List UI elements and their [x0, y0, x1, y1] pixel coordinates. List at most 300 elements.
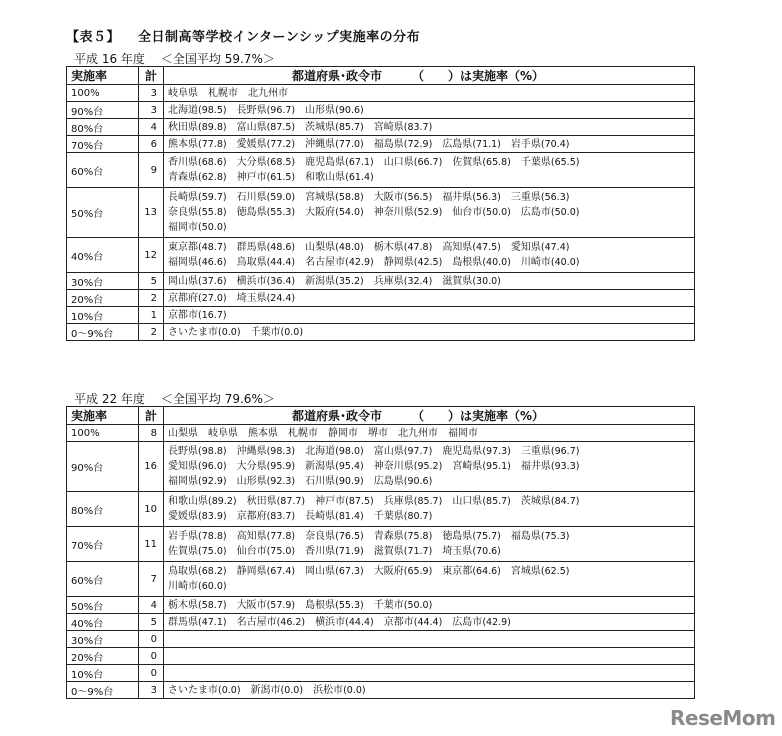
prefecture-rate: (50.0) [550, 207, 580, 218]
prefecture-list-cell [164, 102, 695, 119]
prefecture-rate: (55.3) [335, 599, 364, 611]
prefecture-line [168, 137, 690, 152]
prefecture-name: 岐阜県 [168, 87, 198, 99]
prefecture-rate: (64.6) [472, 566, 501, 577]
prefecture-rate: (0.0) [218, 326, 241, 338]
prefecture-name: 三重県 [520, 446, 551, 457]
prefecture-name: 茨城県 [520, 496, 551, 507]
prefecture-name: 長野県 [236, 104, 267, 116]
prefecture-entry [442, 190, 501, 205]
prefecture-name: 札幌市 [288, 427, 318, 439]
prefecture-rate: (96.7) [550, 446, 580, 457]
count-cell: 4 [139, 597, 164, 614]
prefecture-line [168, 444, 690, 459]
prefecture-name: 岐阜県 [208, 427, 238, 439]
prefecture-entry [237, 255, 296, 270]
rate-cell: 80%台 [67, 119, 139, 136]
prefecture-name: 千葉県 [373, 511, 404, 522]
prefecture-entry [313, 683, 366, 698]
prefecture-rate: (42.9) [345, 257, 374, 268]
prefecture-line [168, 459, 690, 474]
prefecture-entry [168, 325, 241, 340]
prefecture-rate: (56.3) [540, 192, 570, 203]
prefecture-name: 福岡県 [168, 476, 198, 487]
prefecture-entry [305, 120, 364, 135]
prefecture-entry [168, 190, 227, 205]
prefecture-rate: (98.5) [198, 104, 227, 116]
prefecture-line [168, 426, 690, 441]
prefecture-name: 千葉市 [373, 599, 404, 611]
prefecture-name: 福岡市 [448, 427, 478, 439]
prefecture-entry [374, 459, 443, 474]
prefecture-line [168, 509, 690, 524]
count-cell: 0 [139, 648, 164, 665]
prefecture-rate: (68.2) [198, 566, 227, 577]
prefecture-name: さいたま市 [168, 684, 218, 696]
prefecture-name: 福岡県 [168, 257, 198, 268]
prefecture-name: 静岡市 [328, 427, 358, 439]
prefecture-entry [237, 615, 306, 630]
prefecture-line [168, 579, 690, 594]
prefecture-rate: (60.0) [198, 581, 227, 592]
table-row [67, 273, 695, 290]
prefecture-entry [305, 274, 364, 289]
prefecture-entry [374, 598, 433, 613]
prefecture-rate: (70.6) [472, 546, 501, 557]
prefecture-rate: (77.2) [266, 138, 296, 150]
prefecture-name: 山梨県 [305, 242, 336, 253]
prefecture-name: 静岡県 [236, 566, 267, 577]
count-cell: 2 [139, 290, 164, 307]
count-cell: 10 [139, 492, 164, 527]
page-title [66, 26, 420, 45]
rate-cell: 20%台 [67, 290, 139, 307]
rate-cell: 10%台 [67, 307, 139, 324]
table-body [67, 85, 695, 341]
prefecture-rate: (52.9) [413, 207, 443, 218]
table-row [67, 425, 695, 442]
prefecture-name: 秋田県 [168, 121, 198, 133]
prefecture-rate: (90.9) [335, 476, 364, 487]
prefecture-rate: (36.4) [266, 275, 296, 287]
prefecture-name: 秋田県 [246, 496, 277, 507]
prefecture-entry [168, 220, 227, 235]
prefecture-entry [168, 529, 227, 544]
prefecture-line [168, 474, 690, 489]
prefecture-rate: (44.4) [266, 257, 296, 268]
prefecture-name: 沖縄県 [236, 446, 267, 457]
prefecture-line [168, 205, 690, 220]
prefecture-name: 福井県 [442, 192, 473, 203]
table-row [67, 442, 695, 492]
rate-cell: 70%台 [67, 136, 139, 153]
table-row [67, 665, 695, 682]
prefecture-name: 石川県 [305, 476, 336, 487]
prefecture-entry [168, 564, 227, 579]
prefecture-name: 名古屋市 [236, 616, 277, 628]
prefecture-name: 福島県 [373, 138, 404, 150]
prefecture-rate: (85.7) [335, 121, 364, 133]
prefecture-rate: (0.0) [218, 684, 241, 696]
prefecture-entry [168, 120, 227, 135]
prefecture-list-cell [164, 682, 695, 699]
prefecture-name: 大阪府 [373, 566, 404, 577]
prefecture-name: 大分県 [236, 461, 267, 472]
prefecture-list-cell [164, 492, 695, 527]
table-row [67, 682, 695, 699]
prefecture-rate: (80.7) [403, 511, 433, 522]
rate-cell: 0～9%台 [67, 324, 139, 341]
table1-caption [74, 50, 275, 67]
prefecture-entry [168, 155, 227, 170]
prefecture-entry [168, 474, 227, 489]
prefecture-entry [452, 155, 511, 170]
prefecture-list-cell [164, 597, 695, 614]
prefecture-name: 宮崎県 [373, 121, 404, 133]
prefecture-entry [521, 155, 580, 170]
prefecture-rate: (48.0) [335, 242, 364, 253]
prefecture-entry [237, 459, 296, 474]
rate-cell: 50%台 [67, 597, 139, 614]
prefecture-name: 岩手県 [510, 138, 541, 150]
prefecture-rate: (81.4) [335, 511, 364, 522]
prefecture-line [168, 564, 690, 579]
prefecture-rate: (83.9) [198, 511, 227, 522]
prefecture-name: 福島県 [510, 531, 541, 542]
count-cell: 0 [139, 665, 164, 682]
prefecture-rate: (89.8) [198, 121, 227, 133]
rate-cell: 10%台 [67, 665, 139, 682]
prefecture-name: 札幌市 [208, 87, 238, 99]
prefecture-line [168, 190, 690, 205]
header-prefectures: 都道府県･政令市 （ ）は実施率（%） [164, 407, 695, 425]
prefecture-entry [168, 86, 198, 101]
prefecture-name: 愛知県 [168, 461, 198, 472]
prefecture-name: 長野県 [168, 446, 198, 457]
prefecture-entry [168, 579, 227, 594]
prefecture-name: 山口県 [452, 496, 483, 507]
prefecture-entry [305, 564, 364, 579]
prefecture-entry [384, 494, 443, 509]
prefecture-name: 鳥取県 [168, 566, 198, 577]
prefecture-rate: (40.0) [550, 257, 580, 268]
prefecture-name: 群馬県 [168, 616, 198, 628]
prefecture-name: 長崎県 [305, 511, 336, 522]
prefecture-rate: (98.3) [266, 446, 296, 457]
prefecture-rate: (59.7) [198, 192, 227, 203]
prefecture-entry [521, 444, 580, 459]
prefecture-name: 京都府 [168, 292, 198, 304]
prefecture-entry [452, 494, 511, 509]
count-cell: 1 [139, 307, 164, 324]
prefecture-entry [168, 103, 227, 118]
count-cell: 2 [139, 324, 164, 341]
count-cell: 9 [139, 153, 164, 188]
header-prefectures: 都道府県･政令市 （ ）は実施率（%） [164, 67, 695, 85]
count-cell: 11 [139, 527, 164, 562]
prefecture-name: 高知県 [236, 531, 267, 542]
table2-average: ＜全国平均 79.6%＞ [160, 392, 275, 406]
distribution-table-h22 [66, 406, 695, 699]
table1-average: ＜全国平均 59.7%＞ [160, 52, 275, 66]
prefecture-entry [305, 240, 364, 255]
prefecture-rate: (30.0) [472, 275, 501, 287]
prefecture-rate: (40.0) [482, 257, 511, 268]
prefecture-name: 大阪市 [373, 192, 404, 203]
prefecture-list-cell [164, 136, 695, 153]
prefecture-rate: (59.0) [266, 192, 296, 203]
prefecture-rate: (71.7) [403, 546, 433, 557]
prefecture-name: 奈良県 [305, 531, 336, 542]
prefecture-name: 宮崎県 [452, 461, 483, 472]
prefecture-entry [374, 509, 433, 524]
prefecture-name: 千葉県 [520, 157, 551, 168]
prefecture-name: 埼玉県 [236, 292, 267, 304]
prefecture-name: 鹿児島県 [442, 446, 483, 457]
prefecture-rate: (67.1) [345, 157, 374, 168]
prefecture-name: 茨城県 [305, 121, 336, 133]
prefecture-entry [328, 426, 358, 441]
rate-cell: 0～9%台 [67, 682, 139, 699]
prefecture-rate: (55.8) [198, 207, 227, 218]
prefecture-line [168, 103, 690, 118]
table2-caption [74, 390, 275, 407]
prefecture-entry [208, 86, 238, 101]
prefecture-list-cell [164, 527, 695, 562]
prefecture-entry [305, 474, 364, 489]
table-row [67, 290, 695, 307]
prefecture-entry [384, 615, 443, 630]
prefecture-entry [384, 255, 443, 270]
prefecture-rate: (46.6) [198, 257, 227, 268]
rate-cell: 20%台 [67, 648, 139, 665]
prefecture-list-cell [164, 324, 695, 341]
prefecture-line [168, 291, 690, 306]
prefecture-list-cell [164, 442, 695, 492]
prefecture-rate: (46.2) [276, 616, 306, 628]
prefecture-line [168, 544, 690, 559]
prefecture-entry [247, 494, 306, 509]
prefecture-rate: (37.6) [198, 275, 227, 287]
rate-cell: 30%台 [67, 273, 139, 290]
table-row [67, 614, 695, 631]
prefecture-name: 宮城県 [305, 192, 336, 203]
prefecture-name: 京都府 [236, 511, 267, 522]
prefecture-rate: (93.3) [550, 461, 580, 472]
prefecture-entry [442, 544, 501, 559]
prefecture-rate: (77.8) [266, 531, 296, 542]
table-row [67, 324, 695, 341]
prefecture-line [168, 325, 690, 340]
prefecture-name: 神戸市 [315, 496, 346, 507]
prefecture-name: 徳島県 [236, 207, 267, 218]
prefecture-rate: (90.6) [335, 104, 364, 116]
prefecture-entry [521, 255, 580, 270]
prefecture-entry [452, 459, 511, 474]
prefecture-rate: (54.0) [335, 207, 364, 218]
prefecture-rate: (55.3) [266, 207, 296, 218]
prefecture-name: 岡山県 [305, 566, 336, 577]
prefecture-name: 北海道 [305, 446, 336, 457]
prefecture-rate: (16.7) [198, 309, 227, 321]
table-row [67, 188, 695, 238]
prefecture-name: 福井県 [520, 461, 551, 472]
prefecture-name: 広島市 [452, 616, 483, 628]
prefecture-entry [374, 205, 443, 220]
prefecture-line [168, 598, 690, 613]
prefecture-entry [374, 190, 433, 205]
prefecture-name: 山形県 [236, 476, 267, 487]
resemom-logo [670, 706, 775, 730]
prefecture-name: 岩手県 [168, 531, 198, 542]
prefecture-rate: (96.0) [198, 461, 227, 472]
prefecture-entry [168, 205, 227, 220]
prefecture-rate: (75.7) [472, 531, 501, 542]
prefecture-name: さいたま市 [168, 326, 218, 338]
prefecture-entry [374, 274, 433, 289]
prefecture-entry [374, 120, 433, 135]
prefecture-list-cell [164, 425, 695, 442]
table-row [67, 631, 695, 648]
prefecture-rate: (75.0) [266, 546, 296, 557]
prefecture-entry [511, 137, 570, 152]
prefecture-entry [521, 205, 580, 220]
prefecture-name: 青森県 [168, 172, 198, 183]
prefecture-line [168, 615, 690, 630]
prefecture-rate: (89.2) [208, 496, 237, 507]
table-title: 全日制高等学校インターンシップ実施率の分布 [138, 30, 421, 45]
prefecture-entry [251, 683, 304, 698]
prefecture-name: 栃木県 [373, 242, 404, 253]
rate-cell: 100% [67, 425, 139, 442]
prefecture-rate: (95.4) [335, 461, 364, 472]
prefecture-name: 堺市 [368, 427, 388, 439]
prefecture-entry [288, 426, 318, 441]
prefecture-line [168, 120, 690, 135]
prefecture-entry [305, 459, 364, 474]
prefecture-entry [442, 240, 501, 255]
table-row [67, 307, 695, 324]
prefecture-rate: (76.5) [335, 531, 364, 542]
prefecture-entry [374, 474, 433, 489]
prefecture-entry [442, 137, 501, 152]
prefecture-name: 佐賀県 [168, 546, 198, 557]
prefecture-rate: (96.7) [266, 104, 296, 116]
prefecture-entry [305, 255, 374, 270]
prefecture-list-cell [164, 648, 695, 665]
prefecture-entry [168, 598, 227, 613]
prefecture-entry [237, 240, 296, 255]
prefecture-rate: (62.5) [540, 566, 570, 577]
prefecture-name: 新潟県 [305, 275, 336, 287]
prefecture-rate: (62.8) [198, 172, 227, 183]
prefecture-rate: (85.7) [482, 496, 511, 507]
prefecture-rate: (71.1) [472, 138, 501, 150]
prefecture-entry [374, 529, 433, 544]
prefecture-rate: (48.7) [198, 242, 227, 253]
prefecture-rate: (27.0) [198, 292, 227, 304]
prefecture-entry [168, 255, 227, 270]
prefecture-rate: (47.4) [540, 242, 570, 253]
prefecture-entry [511, 240, 570, 255]
rate-cell: 80%台 [67, 492, 139, 527]
prefecture-rate: (75.0) [198, 546, 227, 557]
prefecture-name: 大分県 [236, 157, 267, 168]
prefecture-rate: (67.3) [335, 566, 364, 577]
prefecture-rate: (50.0) [482, 207, 511, 218]
prefecture-rate: (92.3) [266, 476, 296, 487]
prefecture-rate: (77.0) [335, 138, 364, 150]
prefecture-entry [315, 494, 374, 509]
prefecture-name: 長崎県 [168, 192, 198, 203]
prefecture-entry [442, 564, 501, 579]
prefecture-name: 広島市 [520, 207, 551, 218]
prefecture-entry [511, 529, 570, 544]
prefecture-entry [168, 494, 237, 509]
table-header-row [67, 67, 695, 85]
prefecture-name: 大阪府 [305, 207, 336, 218]
count-cell: 4 [139, 119, 164, 136]
prefecture-list-cell [164, 665, 695, 682]
prefecture-list-cell [164, 307, 695, 324]
prefecture-name: 兵庫県 [373, 275, 404, 287]
prefecture-rate: (47.5) [472, 242, 501, 253]
prefecture-name: 浜松市 [313, 684, 344, 696]
prefecture-entry [305, 598, 364, 613]
prefecture-rate: (66.7) [413, 157, 443, 168]
prefecture-name: 高知県 [442, 242, 473, 253]
prefecture-name: 栃木県 [168, 599, 198, 611]
prefecture-entry [374, 564, 433, 579]
prefecture-entry [168, 137, 227, 152]
prefecture-rate: (97.7) [403, 446, 433, 457]
prefecture-rate: (98.8) [198, 446, 227, 457]
prefecture-name: 仙台市 [452, 207, 483, 218]
count-cell: 3 [139, 102, 164, 119]
prefecture-name: 京都市 [168, 309, 198, 321]
prefecture-line [168, 683, 690, 698]
rate-cell: 60%台 [67, 562, 139, 597]
prefecture-list-cell [164, 631, 695, 648]
prefecture-name: 広島県 [442, 138, 473, 150]
prefecture-rate: (72.9) [403, 138, 433, 150]
prefecture-list-cell [164, 290, 695, 307]
header-rate: 実施率 [67, 67, 139, 85]
prefecture-entry [305, 205, 364, 220]
header-count: 計 [139, 407, 164, 425]
prefecture-name: 熊本県 [168, 138, 198, 150]
prefecture-name: 横浜市 [236, 275, 267, 287]
prefecture-line [168, 155, 690, 170]
prefecture-name: 鹿児島県 [305, 157, 346, 168]
prefecture-rate: (50.0) [403, 599, 433, 611]
prefecture-line [168, 274, 690, 289]
count-cell: 3 [139, 85, 164, 102]
prefecture-name: 静岡県 [383, 257, 414, 268]
prefecture-rate: (56.5) [403, 192, 433, 203]
prefecture-rate: (87.5) [266, 121, 296, 133]
prefecture-entry [452, 205, 511, 220]
prefecture-entry [237, 509, 296, 524]
prefecture-rate: (32.4) [403, 275, 433, 287]
prefecture-entry [251, 325, 304, 340]
prefecture-rate: (58.7) [198, 599, 227, 611]
prefecture-rate: (87.5) [345, 496, 374, 507]
prefecture-rate: (87.7) [276, 496, 306, 507]
prefecture-entry [374, 240, 433, 255]
prefecture-entry [305, 544, 364, 559]
prefecture-name: 宮城県 [510, 566, 541, 577]
